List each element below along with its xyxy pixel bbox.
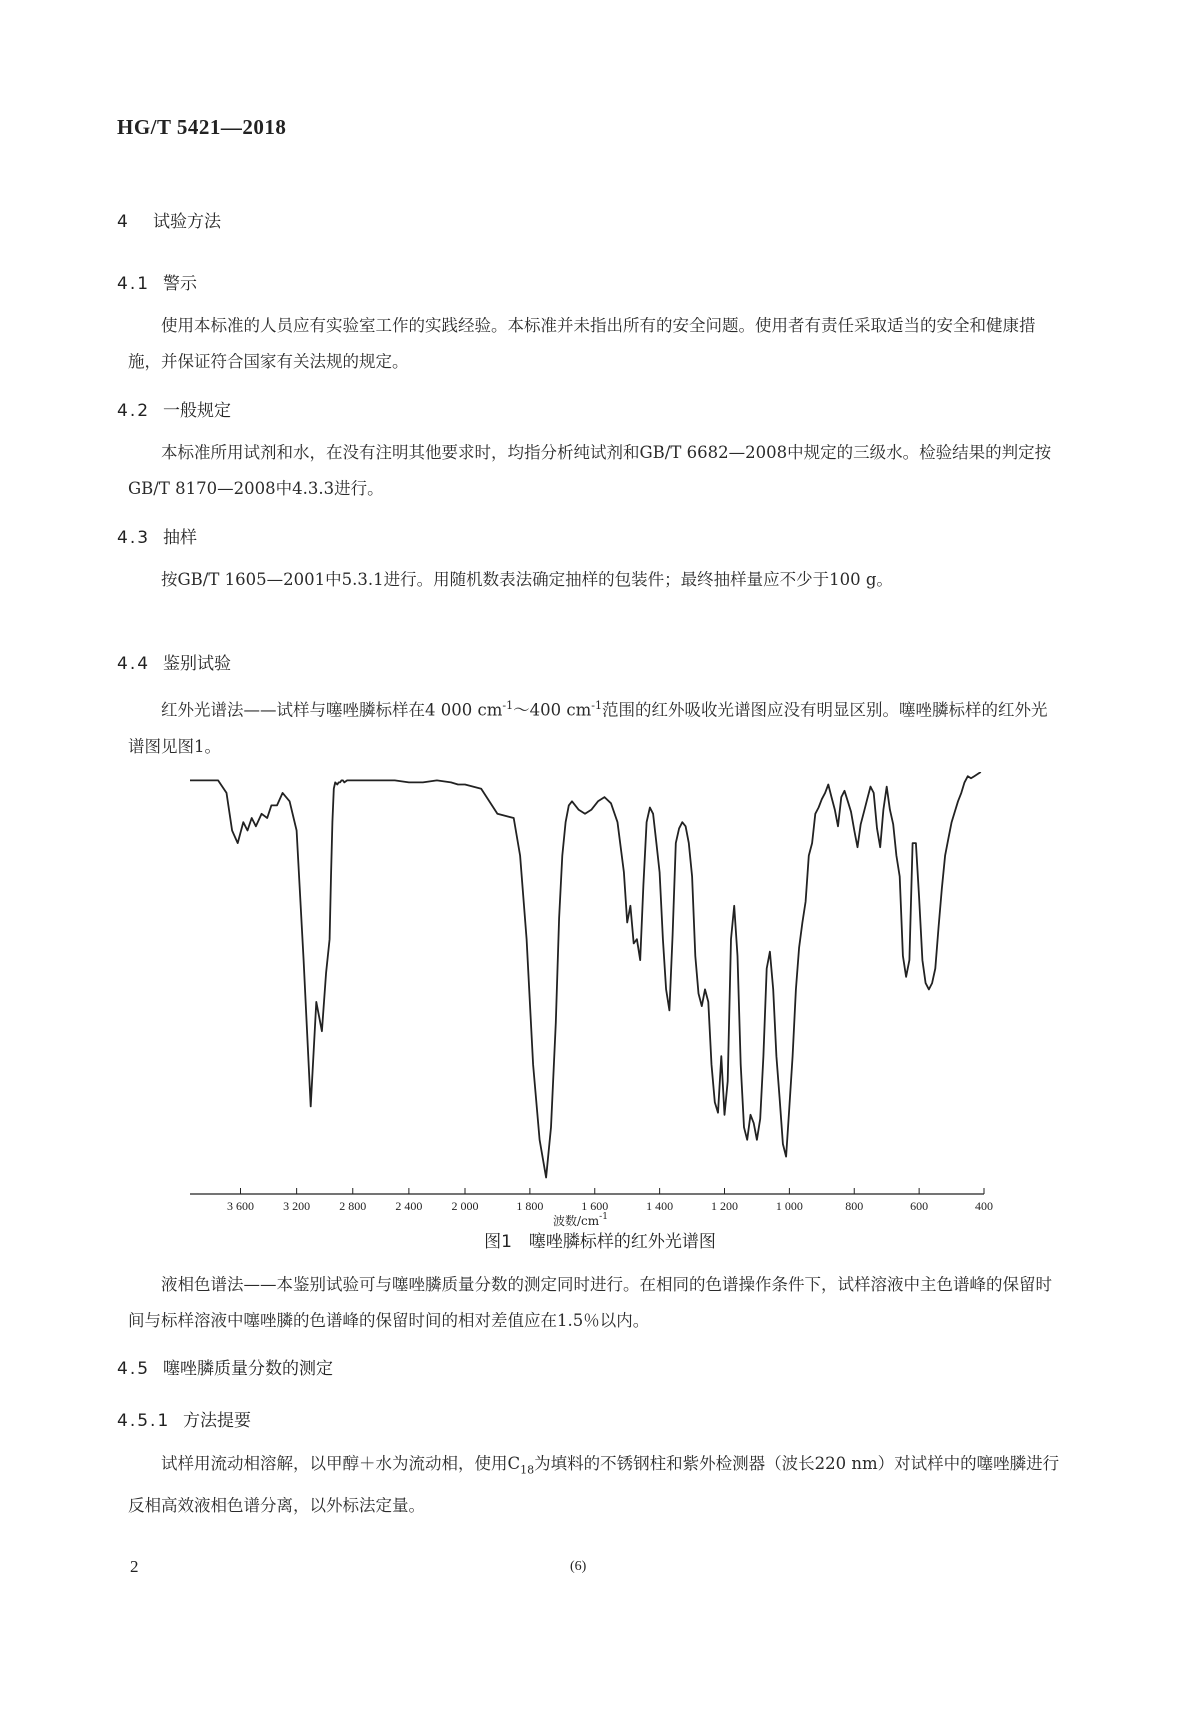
x-tick-label: 1 000 xyxy=(775,1199,803,1213)
x-tick-label: 3 600 xyxy=(227,1199,255,1213)
method-sub: 18 xyxy=(520,1463,535,1477)
x-tick-label: 1 600 xyxy=(581,1199,609,1213)
x-axis-label-text: 波数/cm xyxy=(553,1214,600,1227)
section-title: 试验方法 xyxy=(153,212,221,232)
page-number: 2 xyxy=(130,1557,139,1576)
section-number: 4.2 xyxy=(117,401,151,421)
x-tick-label: 2 000 xyxy=(451,1199,479,1213)
section-number: 4.5.1 xyxy=(117,1411,171,1431)
x-tick-label: 3 200 xyxy=(283,1199,311,1213)
x-tick-label: 600 xyxy=(910,1199,929,1213)
section-number: 4 xyxy=(117,212,130,232)
section-4-5-1-heading xyxy=(117,1406,251,1431)
ir-spectrum-chart xyxy=(175,772,1005,1227)
lc-method-paragraph: 液相色谱法——本鉴别试验可与噻唑膦质量分数的测定同时进行。在相同的色谱操作条件下，试样溶液中主色谱峰的保留时间与标样溶液中噻唑膦的色谱峰的保留时间的相对差值应在1.5％以内。 xyxy=(128,1275,1052,1330)
warning-paragraph: 使用本标准的人员应有实验室工作的实践经验。本标准并未指出所有的安全问题。使用者有责任采取适当的安全和健康措施，并保证符合国家有关法规的规定。 xyxy=(128,316,1036,371)
section-4-1-heading xyxy=(117,269,197,294)
x-tick-label: 800 xyxy=(845,1199,864,1213)
section-title: 抽样 xyxy=(163,528,197,548)
method-text-b: 为填料的不锈钢柱和紫外检测器（波长220 nm）对试样中的噻唑膦进行反相高效液相色谱分离，以外标法定量。 xyxy=(128,1454,1060,1516)
method-text-a: 试样用流动相溶解，以甲醇＋水为流动相，使用C xyxy=(161,1454,521,1473)
page-center-mark: (6) xyxy=(570,1559,587,1574)
x-axis-label-sup: -1 xyxy=(599,1212,608,1222)
section-number: 4.3 xyxy=(117,528,151,548)
section-4-5-heading xyxy=(117,1354,333,1379)
section-4-heading xyxy=(117,207,221,232)
section-title: 警示 xyxy=(163,274,197,294)
x-tick-label: 1 800 xyxy=(516,1199,544,1213)
ir-sup-2: -1 xyxy=(591,699,602,712)
section-title: 一般规定 xyxy=(163,401,231,421)
figure-caption: 图1 噻唑膦标样的红外光谱图 xyxy=(484,1232,716,1252)
x-axis-ticks xyxy=(227,1188,993,1213)
ir-text-a: 红外光谱法——试样与噻唑膦标样在4 000 cm xyxy=(161,700,503,720)
section-title: 噻唑膦质量分数的测定 xyxy=(163,1359,333,1379)
section-number: 4.5 xyxy=(117,1359,151,1379)
general-rules-paragraph: 本标准所用试剂和水，在没有注明其他要求时，均指分析纯试剂和GB/T 6682—2008中规定的三级水。检验结果的判定按GB/T 8170—2008中4.3.3进行。 xyxy=(128,443,1052,498)
ir-sup-1: -1 xyxy=(502,699,514,712)
standard-number: HG/T 5421—2018 xyxy=(117,115,287,139)
x-tick-label: 1 400 xyxy=(646,1199,674,1213)
x-tick-label: 2 400 xyxy=(395,1199,423,1213)
section-4-4-heading xyxy=(117,649,231,674)
ir-text-b: ～400 cm xyxy=(513,700,592,720)
x-tick-label: 1 200 xyxy=(711,1199,738,1213)
section-4-2-heading xyxy=(117,396,231,421)
x-axis-label xyxy=(553,1212,608,1227)
ir-text-c: 范围的红外吸收光谱图应没有明显区别。噻唑膦标样的红外光谱图见图1。 xyxy=(128,700,1048,756)
section-title: 方法提要 xyxy=(183,1411,251,1431)
ir-method-paragraph xyxy=(128,688,1061,765)
method-summary-paragraph xyxy=(128,1446,1061,1524)
section-title: 鉴别试验 xyxy=(163,654,231,674)
sampling-paragraph: 按GB/T 1605—2001中5.3.1进行。用随机数表法确定抽样的包装件；最终抽样量应不少于100 g。 xyxy=(161,570,893,589)
section-number: 4.4 xyxy=(117,654,151,674)
section-4-3-heading xyxy=(117,523,197,548)
section-number: 4.1 xyxy=(117,274,151,294)
x-tick-label: 400 xyxy=(975,1199,993,1213)
x-tick-label: 2 800 xyxy=(339,1199,367,1213)
spectrum-line xyxy=(190,772,981,1178)
